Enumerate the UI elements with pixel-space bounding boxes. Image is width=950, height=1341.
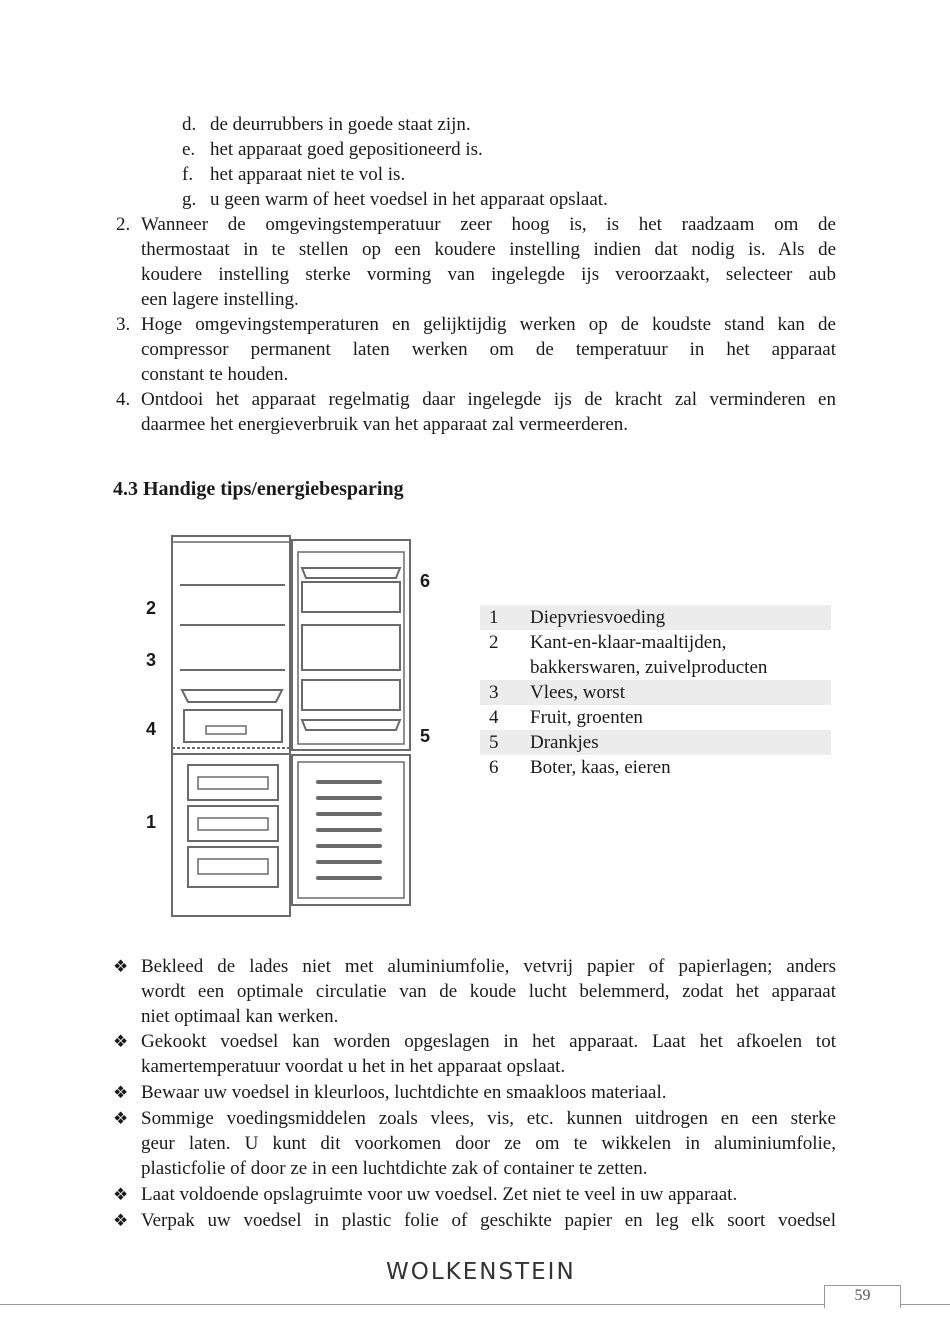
tip-line: Verpak uw voedsel in plastic folie of geschikte papier en leg elk soort voedsel <box>141 1210 836 1231</box>
bullet-diamond-icon: ❖ <box>113 1211 129 1230</box>
tip-line: Bekleed de lades niet met aluminiumfolie, vetvrij papier of papierlagen; anders <box>141 956 836 977</box>
numbered-line: compressor permanent laten werken om de temperatuur in het apparaat <box>141 339 836 360</box>
figure-label-4: 4 <box>146 719 157 739</box>
bullet-diamond-icon: ❖ <box>113 957 129 976</box>
legend-text: Drankjes <box>530 732 599 753</box>
legend-number: 4 <box>489 707 499 728</box>
bullet-diamond-icon: ❖ <box>113 1185 129 1204</box>
legend-text: Fruit, groenten <box>530 707 643 728</box>
legend-row <box>480 755 831 780</box>
numbered-line: Hoge omgevingstemperaturen en gelijktijdig werken op de koudste stand kan de <box>141 314 836 335</box>
legend-text: Kant-en-klaar-maaltijden, <box>530 632 727 653</box>
sublist-item: u geen warm of heet voedsel in het apparaat opslaat. <box>210 189 608 210</box>
legend-row <box>480 705 831 730</box>
tip-line: plasticfolie of door ze in een luchtdichte zak of container te zetten. <box>141 1158 648 1179</box>
sublist-item: het apparaat niet te vol is. <box>210 164 406 185</box>
sublist-item: het apparaat goed gepositioneerd is. <box>210 139 483 160</box>
numbered-line: koudere instelling sterke vorming van ingelegde ijs veroorzaakt, selecteer aub <box>141 264 836 285</box>
sublist-marker: f. <box>182 164 194 185</box>
numbered-line: constant te houden. <box>141 364 289 385</box>
legend-row <box>480 730 831 755</box>
legend-number: 2 <box>489 632 499 653</box>
figure-label-6: 6 <box>420 571 431 591</box>
section-heading: 4.3 Handige tips/energiebesparing <box>113 478 404 500</box>
legend-number: 1 <box>489 607 499 628</box>
tip-line: Sommige voedingsmiddelen zoals vlees, vis, etc. kunnen uitdrogen en een sterke <box>141 1108 836 1129</box>
figure-label-2: 2 <box>146 598 157 618</box>
bullet-diamond-icon: ❖ <box>113 1083 129 1102</box>
tip-line: Gekookt voedsel kan worden opgeslagen in het apparaat. Laat het afkoelen tot <box>141 1031 836 1052</box>
brand-logo: WOLKENSTEIN <box>386 1259 576 1285</box>
legend-text: bakkerswaren, zuivelproducten <box>530 657 768 678</box>
tip-line: wordt een optimale circulatie van de koude lucht belemmerd, zodat het apparaat <box>141 981 836 1002</box>
numbered-marker: 4. <box>116 389 131 410</box>
numbered-line: thermostaat in te stellen op een koudere instelling indien dat nodig is. Als de <box>141 239 836 260</box>
bullet-diamond-icon: ❖ <box>113 1109 129 1128</box>
legend-text: Diepvriesvoeding <box>530 607 666 628</box>
sublist-marker: d. <box>182 114 197 135</box>
sublist-marker: g. <box>182 189 197 210</box>
tip-line: kamertemperatuur voordat u het in het apparaat opslaat. <box>141 1056 566 1077</box>
figure-label-5: 5 <box>420 726 431 746</box>
legend-text: Boter, kaas, eieren <box>530 757 671 778</box>
tip-line: Bewaar uw voedsel in kleurloos, luchtdichte en smaakloos materiaal. <box>141 1082 667 1103</box>
legend-number: 5 <box>489 732 499 753</box>
page-number: 59 <box>854 1287 871 1304</box>
tip-line: geur laten. U kunt dit voorkomen door ze om te wikkelen in aluminiumfolie, <box>141 1133 836 1154</box>
legend-number: 3 <box>489 682 499 703</box>
legend-number: 6 <box>489 757 499 778</box>
numbered-line: Ontdooi het apparaat regelmatig daar ingelegde ijs de kracht zal verminderen en <box>141 389 836 410</box>
legend-row <box>480 680 831 705</box>
numbered-marker: 3. <box>116 314 131 335</box>
legend-text: Vlees, worst <box>530 682 625 703</box>
legend-row <box>480 630 831 680</box>
numbered-marker: 2. <box>116 214 131 235</box>
fridge-diagram <box>140 530 440 925</box>
legend-row <box>480 605 831 630</box>
tip-line: niet optimaal kan werken. <box>141 1006 339 1027</box>
tip-line: Laat voldoende opslagruimte voor uw voedsel. Zet niet te veel in uw apparaat. <box>141 1184 738 1205</box>
numbered-line: Wanneer de omgevingstemperatuur zeer hoog is, is het raadzaam om de <box>141 214 836 235</box>
numbered-line: daarmee het energieverbruik van het apparaat zal vermeerderen. <box>141 414 629 435</box>
sublist-marker: e. <box>182 139 196 160</box>
figure-label-3: 3 <box>146 650 157 670</box>
figure-label-1: 1 <box>146 812 157 832</box>
sublist-item: de deurrubbers in goede staat zijn. <box>210 114 471 135</box>
footer-rule <box>0 1304 950 1305</box>
bullet-diamond-icon: ❖ <box>113 1032 129 1051</box>
numbered-line: een lagere instelling. <box>141 289 299 310</box>
